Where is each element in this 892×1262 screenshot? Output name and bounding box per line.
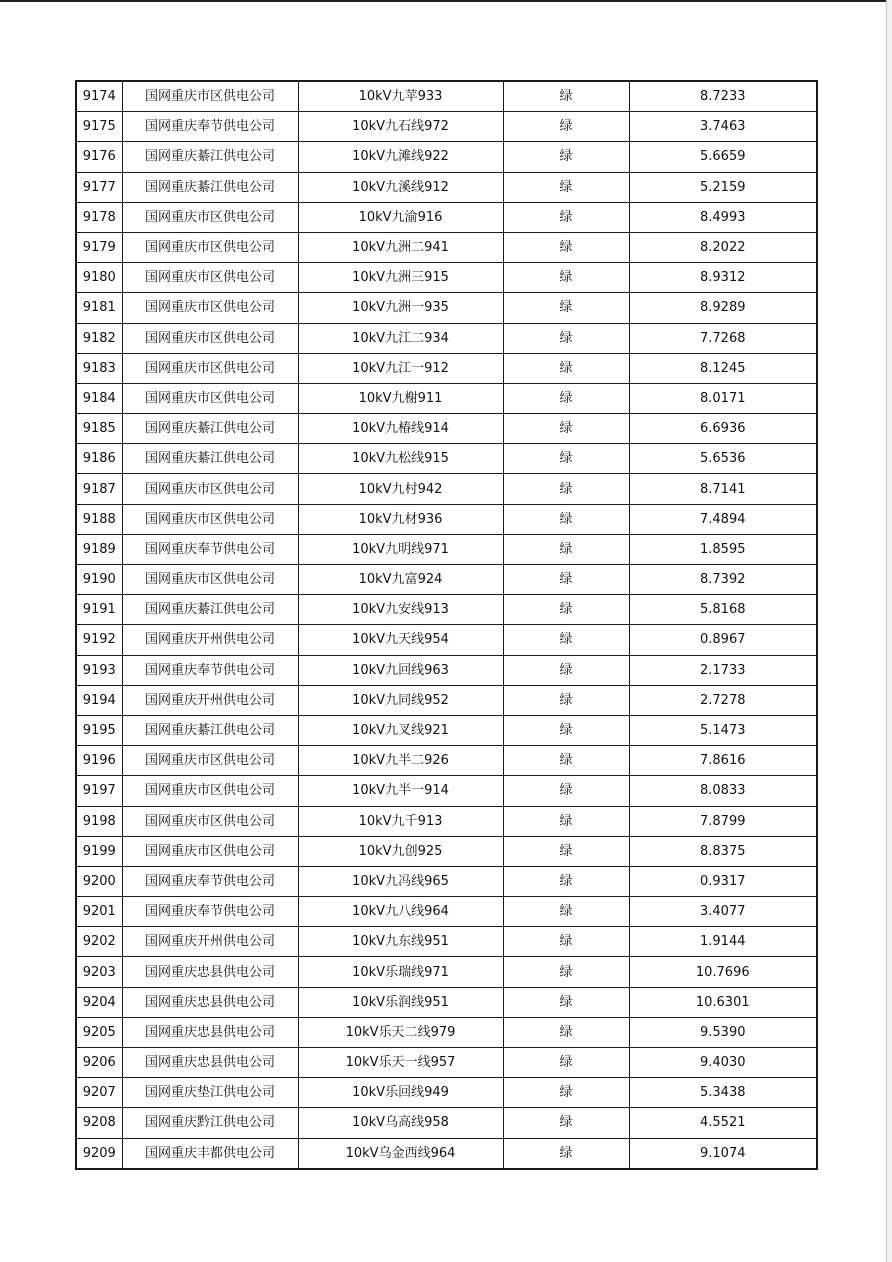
value-cell: 3.4077 — [629, 897, 817, 927]
line-name-cell: 10kV九椿线914 — [298, 414, 503, 444]
company-cell: 国网重庆市区供电公司 — [122, 474, 298, 504]
value-cell: 7.4894 — [629, 504, 817, 534]
row-id-cell: 9204 — [76, 987, 122, 1017]
status-cell: 绿 — [503, 957, 629, 987]
table-row — [76, 1138, 817, 1169]
line-name-cell: 10kV九明线971 — [298, 534, 503, 564]
table-row — [76, 776, 817, 806]
table-row — [76, 685, 817, 715]
row-id-cell: 9193 — [76, 655, 122, 685]
line-name-cell: 10kV九叉线921 — [298, 715, 503, 745]
company-cell: 国网重庆綦江供电公司 — [122, 414, 298, 444]
table-row — [76, 595, 817, 625]
table-row — [76, 444, 817, 474]
line-name-cell: 10kV九苹933 — [298, 81, 503, 112]
row-id-cell: 9196 — [76, 746, 122, 776]
company-cell: 国网重庆市区供电公司 — [122, 504, 298, 534]
line-name-cell: 10kV九渝916 — [298, 202, 503, 232]
company-cell: 国网重庆奉节供电公司 — [122, 866, 298, 896]
table-body — [76, 81, 817, 1169]
line-name-cell: 10kV九同线952 — [298, 685, 503, 715]
table-row — [76, 897, 817, 927]
row-id-cell: 9190 — [76, 565, 122, 595]
line-name-cell: 10kV乐回线949 — [298, 1078, 503, 1108]
company-cell: 国网重庆市区供电公司 — [122, 293, 298, 323]
company-cell: 国网重庆綦江供电公司 — [122, 715, 298, 745]
row-id-cell: 9199 — [76, 836, 122, 866]
row-id-cell: 9192 — [76, 625, 122, 655]
table-row — [76, 987, 817, 1017]
company-cell: 国网重庆丰都供电公司 — [122, 1138, 298, 1169]
table-row — [76, 625, 817, 655]
line-name-cell: 10kV九半二926 — [298, 746, 503, 776]
value-cell: 0.8967 — [629, 625, 817, 655]
value-cell: 9.4030 — [629, 1048, 817, 1078]
table-row — [76, 534, 817, 564]
line-name-cell: 10kV九千913 — [298, 806, 503, 836]
status-cell: 绿 — [503, 172, 629, 202]
status-cell: 绿 — [503, 987, 629, 1017]
status-cell: 绿 — [503, 927, 629, 957]
company-cell: 国网重庆綦江供电公司 — [122, 172, 298, 202]
line-name-cell: 10kV九洲二941 — [298, 232, 503, 262]
table-row — [76, 1048, 817, 1078]
value-cell: 1.8595 — [629, 534, 817, 564]
company-cell: 国网重庆市区供电公司 — [122, 565, 298, 595]
status-cell: 绿 — [503, 504, 629, 534]
company-cell: 国网重庆市区供电公司 — [122, 263, 298, 293]
line-name-cell: 10kV九八线964 — [298, 897, 503, 927]
company-cell: 国网重庆綦江供电公司 — [122, 142, 298, 172]
line-name-cell: 10kV九冯线965 — [298, 866, 503, 896]
row-id-cell: 9205 — [76, 1017, 122, 1047]
status-cell: 绿 — [503, 353, 629, 383]
company-cell: 国网重庆市区供电公司 — [122, 323, 298, 353]
company-cell: 国网重庆开州供电公司 — [122, 625, 298, 655]
row-id-cell: 9189 — [76, 534, 122, 564]
status-cell: 绿 — [503, 383, 629, 413]
status-cell: 绿 — [503, 232, 629, 262]
table-row — [76, 112, 817, 142]
row-id-cell: 9197 — [76, 776, 122, 806]
value-cell: 5.2159 — [629, 172, 817, 202]
line-name-cell: 10kV九村942 — [298, 474, 503, 504]
value-cell: 10.7696 — [629, 957, 817, 987]
value-cell: 8.7141 — [629, 474, 817, 504]
table-row — [76, 474, 817, 504]
table-row — [76, 806, 817, 836]
company-cell: 国网重庆綦江供电公司 — [122, 595, 298, 625]
value-cell: 8.9289 — [629, 293, 817, 323]
line-name-cell: 10kV九半一914 — [298, 776, 503, 806]
value-cell: 2.7278 — [629, 685, 817, 715]
table-row — [76, 927, 817, 957]
company-cell: 国网重庆市区供电公司 — [122, 232, 298, 262]
table-row — [76, 414, 817, 444]
value-cell: 5.6659 — [629, 142, 817, 172]
row-id-cell: 9194 — [76, 685, 122, 715]
line-name-cell: 10kV九安线913 — [298, 595, 503, 625]
row-id-cell: 9209 — [76, 1138, 122, 1169]
company-cell: 国网重庆开州供电公司 — [122, 685, 298, 715]
line-name-cell: 10kV九天线954 — [298, 625, 503, 655]
value-cell: 8.2022 — [629, 232, 817, 262]
line-name-cell: 10kV乐润线951 — [298, 987, 503, 1017]
table-row — [76, 142, 817, 172]
row-id-cell: 9200 — [76, 866, 122, 896]
status-cell: 绿 — [503, 776, 629, 806]
row-id-cell: 9174 — [76, 81, 122, 112]
company-cell: 国网重庆奉节供电公司 — [122, 897, 298, 927]
line-name-cell: 10kV九洲三915 — [298, 263, 503, 293]
row-id-cell: 9178 — [76, 202, 122, 232]
value-cell: 9.5390 — [629, 1017, 817, 1047]
table-row — [76, 1078, 817, 1108]
value-cell: 4.5521 — [629, 1108, 817, 1138]
row-id-cell: 9188 — [76, 504, 122, 534]
value-cell: 7.7268 — [629, 323, 817, 353]
status-cell: 绿 — [503, 565, 629, 595]
status-cell: 绿 — [503, 474, 629, 504]
value-cell: 5.1473 — [629, 715, 817, 745]
status-cell: 绿 — [503, 263, 629, 293]
line-name-cell: 10kV九富924 — [298, 565, 503, 595]
value-cell: 5.3438 — [629, 1078, 817, 1108]
company-cell: 国网重庆忠县供电公司 — [122, 1048, 298, 1078]
table-row — [76, 1108, 817, 1138]
value-cell: 8.9312 — [629, 263, 817, 293]
status-cell: 绿 — [503, 414, 629, 444]
value-cell: 5.6536 — [629, 444, 817, 474]
line-name-cell: 10kV乌高线958 — [298, 1108, 503, 1138]
table-row — [76, 353, 817, 383]
table-row — [76, 383, 817, 413]
table-row — [76, 232, 817, 262]
company-cell: 国网重庆奉节供电公司 — [122, 534, 298, 564]
line-name-cell: 10kV九回线963 — [298, 655, 503, 685]
status-cell: 绿 — [503, 866, 629, 896]
status-cell: 绿 — [503, 655, 629, 685]
status-cell: 绿 — [503, 293, 629, 323]
row-id-cell: 9183 — [76, 353, 122, 383]
row-id-cell: 9176 — [76, 142, 122, 172]
value-cell: 5.8168 — [629, 595, 817, 625]
row-id-cell: 9206 — [76, 1048, 122, 1078]
row-id-cell: 9181 — [76, 293, 122, 323]
page-right-edge — [886, 0, 892, 1262]
row-id-cell: 9207 — [76, 1078, 122, 1108]
status-cell: 绿 — [503, 202, 629, 232]
status-cell: 绿 — [503, 595, 629, 625]
row-id-cell: 9191 — [76, 595, 122, 625]
value-cell: 8.4993 — [629, 202, 817, 232]
table-row — [76, 866, 817, 896]
line-name-cell: 10kV九材936 — [298, 504, 503, 534]
company-cell: 国网重庆忠县供电公司 — [122, 1017, 298, 1047]
company-cell: 国网重庆市区供电公司 — [122, 81, 298, 112]
line-name-cell: 10kV九创925 — [298, 836, 503, 866]
company-cell: 国网重庆奉节供电公司 — [122, 112, 298, 142]
line-name-cell: 10kV九松线915 — [298, 444, 503, 474]
value-cell: 9.1074 — [629, 1138, 817, 1169]
line-name-cell: 10kV九洲一935 — [298, 293, 503, 323]
line-name-cell: 10kV九东线951 — [298, 927, 503, 957]
value-cell: 8.7392 — [629, 565, 817, 595]
line-name-cell: 10kV九江二934 — [298, 323, 503, 353]
value-cell: 7.8799 — [629, 806, 817, 836]
line-name-cell: 10kV乐天二线979 — [298, 1017, 503, 1047]
line-name-cell: 10kV乌金西线964 — [298, 1138, 503, 1169]
value-cell: 8.8375 — [629, 836, 817, 866]
table-row — [76, 504, 817, 534]
table-row — [76, 836, 817, 866]
row-id-cell: 9182 — [76, 323, 122, 353]
row-id-cell: 9187 — [76, 474, 122, 504]
company-cell: 国网重庆黔江供电公司 — [122, 1108, 298, 1138]
row-id-cell: 9195 — [76, 715, 122, 745]
table-row — [76, 263, 817, 293]
table-row — [76, 293, 817, 323]
row-id-cell: 9186 — [76, 444, 122, 474]
row-id-cell: 9202 — [76, 927, 122, 957]
status-cell: 绿 — [503, 112, 629, 142]
value-cell: 8.0833 — [629, 776, 817, 806]
company-cell: 国网重庆垫江供电公司 — [122, 1078, 298, 1108]
value-cell: 6.6936 — [629, 414, 817, 444]
company-cell: 国网重庆市区供电公司 — [122, 383, 298, 413]
row-id-cell: 9185 — [76, 414, 122, 444]
row-id-cell: 9177 — [76, 172, 122, 202]
table-row — [76, 746, 817, 776]
status-cell: 绿 — [503, 625, 629, 655]
table-row — [76, 655, 817, 685]
status-cell: 绿 — [503, 1138, 629, 1169]
line-name-cell: 10kV九榭911 — [298, 383, 503, 413]
status-cell: 绿 — [503, 1078, 629, 1108]
value-cell: 8.1245 — [629, 353, 817, 383]
value-cell: 8.0171 — [629, 383, 817, 413]
status-cell: 绿 — [503, 1108, 629, 1138]
company-cell: 国网重庆市区供电公司 — [122, 776, 298, 806]
row-id-cell: 9184 — [76, 383, 122, 413]
value-cell: 8.7233 — [629, 81, 817, 112]
status-cell: 绿 — [503, 685, 629, 715]
line-name-cell: 10kV乐瑞线971 — [298, 957, 503, 987]
value-cell: 2.1733 — [629, 655, 817, 685]
table-row — [76, 202, 817, 232]
status-cell: 绿 — [503, 746, 629, 776]
table-row — [76, 715, 817, 745]
row-id-cell: 9208 — [76, 1108, 122, 1138]
company-cell: 国网重庆奉节供电公司 — [122, 655, 298, 685]
table-row — [76, 81, 817, 112]
status-cell: 绿 — [503, 836, 629, 866]
company-cell: 国网重庆市区供电公司 — [122, 746, 298, 776]
line-name-cell: 10kV九滩线922 — [298, 142, 503, 172]
company-cell: 国网重庆市区供电公司 — [122, 806, 298, 836]
company-cell: 国网重庆市区供电公司 — [122, 202, 298, 232]
table-row — [76, 565, 817, 595]
status-cell: 绿 — [503, 142, 629, 172]
table-row — [76, 172, 817, 202]
company-cell: 国网重庆綦江供电公司 — [122, 444, 298, 474]
status-cell: 绿 — [503, 715, 629, 745]
status-cell: 绿 — [503, 444, 629, 474]
page-top-border — [0, 0, 892, 2]
company-cell: 国网重庆忠县供电公司 — [122, 957, 298, 987]
row-id-cell: 9198 — [76, 806, 122, 836]
table-row — [76, 957, 817, 987]
company-cell: 国网重庆忠县供电公司 — [122, 987, 298, 1017]
line-name-cell: 10kV九江一912 — [298, 353, 503, 383]
row-id-cell: 9180 — [76, 263, 122, 293]
table-row — [76, 323, 817, 353]
row-id-cell: 9201 — [76, 897, 122, 927]
value-cell: 3.7463 — [629, 112, 817, 142]
value-cell: 10.6301 — [629, 987, 817, 1017]
line-name-cell: 10kV九溪线912 — [298, 172, 503, 202]
status-cell: 绿 — [503, 323, 629, 353]
line-name-cell: 10kV乐天一线957 — [298, 1048, 503, 1078]
company-cell: 国网重庆市区供电公司 — [122, 353, 298, 383]
status-cell: 绿 — [503, 1017, 629, 1047]
status-cell: 绿 — [503, 897, 629, 927]
status-cell: 绿 — [503, 1048, 629, 1078]
table-row — [76, 1017, 817, 1047]
data-table — [75, 80, 818, 1170]
row-id-cell: 9203 — [76, 957, 122, 987]
status-cell: 绿 — [503, 81, 629, 112]
status-cell: 绿 — [503, 534, 629, 564]
company-cell: 国网重庆开州供电公司 — [122, 927, 298, 957]
row-id-cell: 9179 — [76, 232, 122, 262]
status-cell: 绿 — [503, 806, 629, 836]
line-name-cell: 10kV九石线972 — [298, 112, 503, 142]
value-cell: 1.9144 — [629, 927, 817, 957]
value-cell: 0.9317 — [629, 866, 817, 896]
value-cell: 7.8616 — [629, 746, 817, 776]
company-cell: 国网重庆市区供电公司 — [122, 836, 298, 866]
row-id-cell: 9175 — [76, 112, 122, 142]
